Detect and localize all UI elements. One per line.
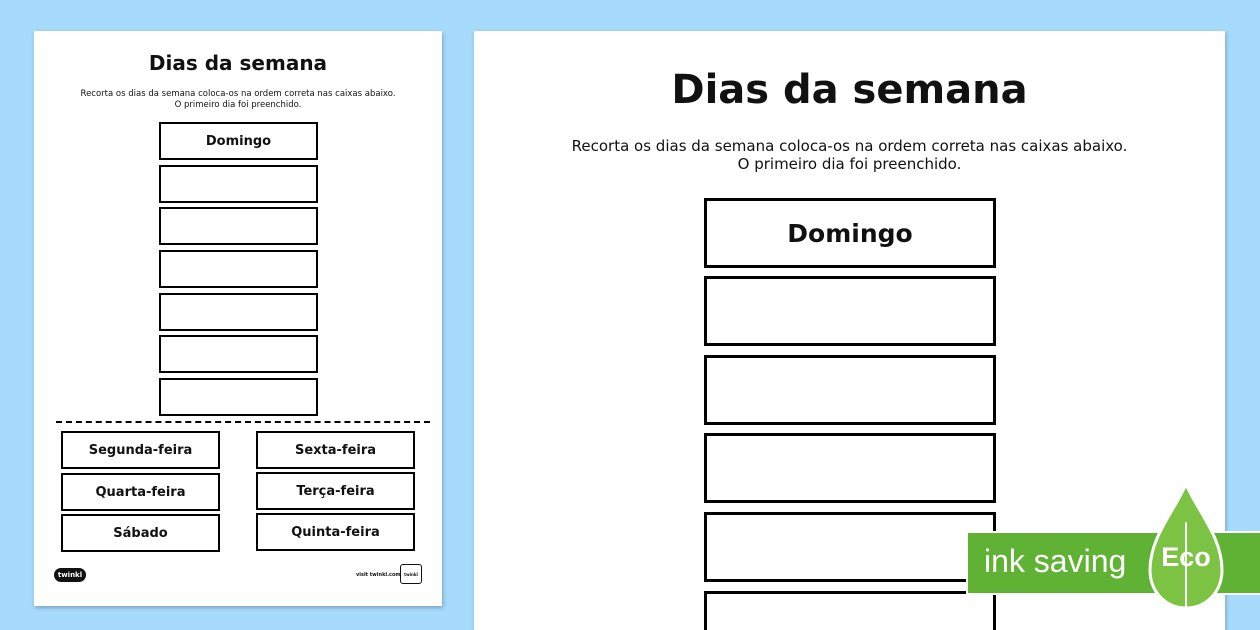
cut-card-segunda: Segunda-feira — [61, 431, 220, 469]
ink-saving-text: ink saving — [984, 543, 1127, 579]
left-answer-box-6 — [159, 335, 318, 373]
cut-card-sabado: Sábado — [61, 514, 220, 552]
left-answer-box-5 — [159, 293, 318, 331]
left-answer-box-1: Domingo — [159, 122, 318, 160]
dashed-cut-line — [56, 421, 430, 423]
left-instructions — [34, 89, 442, 111]
left-answer-box-7 — [159, 378, 318, 416]
right-answer-box-5 — [704, 512, 996, 582]
right-answer-box-3 — [704, 355, 996, 425]
left-answer-box-2 — [159, 165, 318, 203]
cut-card-terca: Terça-feira — [256, 472, 415, 510]
right-answer-box-1: Domingo — [704, 198, 996, 268]
footer-visit-text: visit twinkl.com — [356, 572, 401, 578]
right-answer-box-2 — [704, 276, 996, 346]
left-instructions-line1: Recorta os dias da semana coloca-os na ordem correta nas caixas abaixo. — [80, 89, 396, 99]
cut-card-sexta: Sexta-feira — [256, 431, 415, 469]
left-worksheet-preview[interactable] — [34, 31, 442, 606]
left-answer-box-4 — [159, 250, 318, 288]
eco-drop-icon — [1148, 482, 1224, 630]
footer-badge-icon: twinkl — [400, 564, 422, 584]
eco-label: Eco — [1161, 542, 1211, 572]
right-instructions-line1: Recorta os dias da semana coloca-os na ordem correta nas caixas abaixo. — [571, 137, 1128, 155]
right-answer-box-6 — [704, 591, 996, 630]
right-title: Dias da semana — [671, 67, 1028, 113]
right-answer-box-4 — [704, 433, 996, 503]
cut-card-quarta: Quarta-feira — [61, 473, 220, 511]
left-answer-box-3 — [159, 207, 318, 245]
cut-card-quinta: Quinta-feira — [256, 513, 415, 551]
twinkl-logo: twinkl — [54, 568, 86, 582]
right-instructions — [474, 137, 1225, 173]
left-title: Dias da semana — [148, 51, 328, 75]
right-instructions-line2: O primeiro dia foi preenchido. — [737, 155, 962, 173]
left-instructions-line2: O primeiro dia foi preenchido. — [174, 100, 302, 110]
